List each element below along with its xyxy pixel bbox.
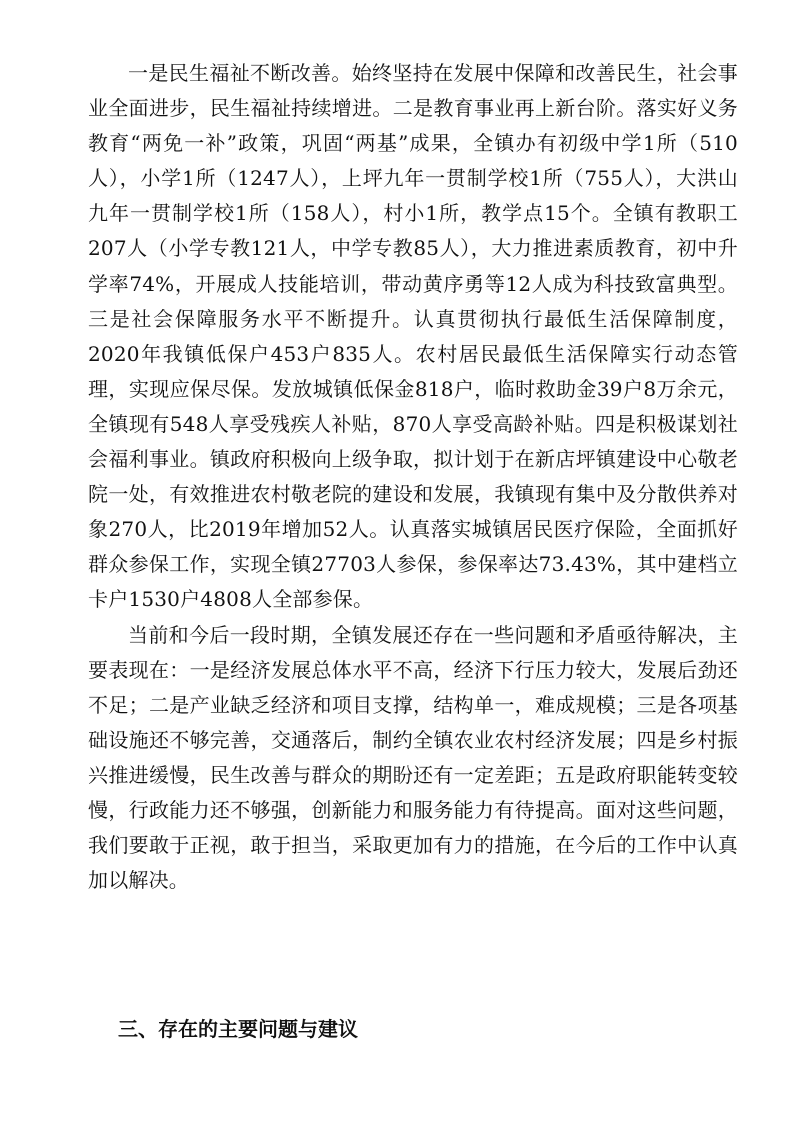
document-body bbox=[88, 56, 738, 898]
section-heading: 三、存在的主要问题与建议 bbox=[118, 1017, 358, 1041]
paragraph-problems: 当前和今后一段时期，全镇发展还存在一些问题和矛盾亟待解决，主要表现在：一是经济发展总体水平不高，经济下行压力较大，发展后劲还不足；二是产业缺乏经济和项目支撑，结构单一，难成规模；三是各项基础设施还不够完善，交通落后，制约全镇农业农村经济发展；四是乡村振兴推进缓慢，民生改善与群众的期盼还有一定差距；五是政府职能转变较慢，行政能力还不够强，创新能力和服务能力有待提高。面对这些问题，我们要敢于正视，敢于担当，采取更加有力的措施，在今后的工作中认真加以解决。 bbox=[88, 622, 738, 893]
paragraph-livelihood: 一是民生福祉不断改善。始终坚持在发展中保障和改善民生，社会事业全面进步，民生福祉持续增进。二是教育事业再上新台阶。落实好义务教育“两免一补”政策，巩固“两基”成果，全镇办有初级中学1所（510人），小学1所（1247人），上坪九年一贯制学校1所（755人），大洪山九年一贯制学校1所（158人），村小1所，教学点15个。全镇有教职工207人（小学专教121人，中学专教85人），大力推进素质教育，初中升学率74%，开展成人技能培训，带动黄序勇等12人成为科技致富典型。三是社会保障服务水平不断提升。认真贯彻执行最低生活保障制度，2020年我镇低保户453户835人。农村居民最低生活保障实行动态管理，实现应保尽保。发放城镇低保金818户，临时救助金39户8万余元，全镇现有548人享受残疾人补贴，870人享受高龄补贴。四是积极谋划社会福利事业。镇政府积极向上级争取，拟计划于在新店坪镇建设中心敬老院一处，有效推进农村敬老院的建设和发展，我镇现有集中及分散供养对象270人，比2019年增加52人。认真落实城镇居民医疗保险，全面抓好群众参保工作，实现全镇27703人参保，参保率达73.43%，其中建档立卡户1530户4808人全部参保。 bbox=[88, 61, 738, 612]
